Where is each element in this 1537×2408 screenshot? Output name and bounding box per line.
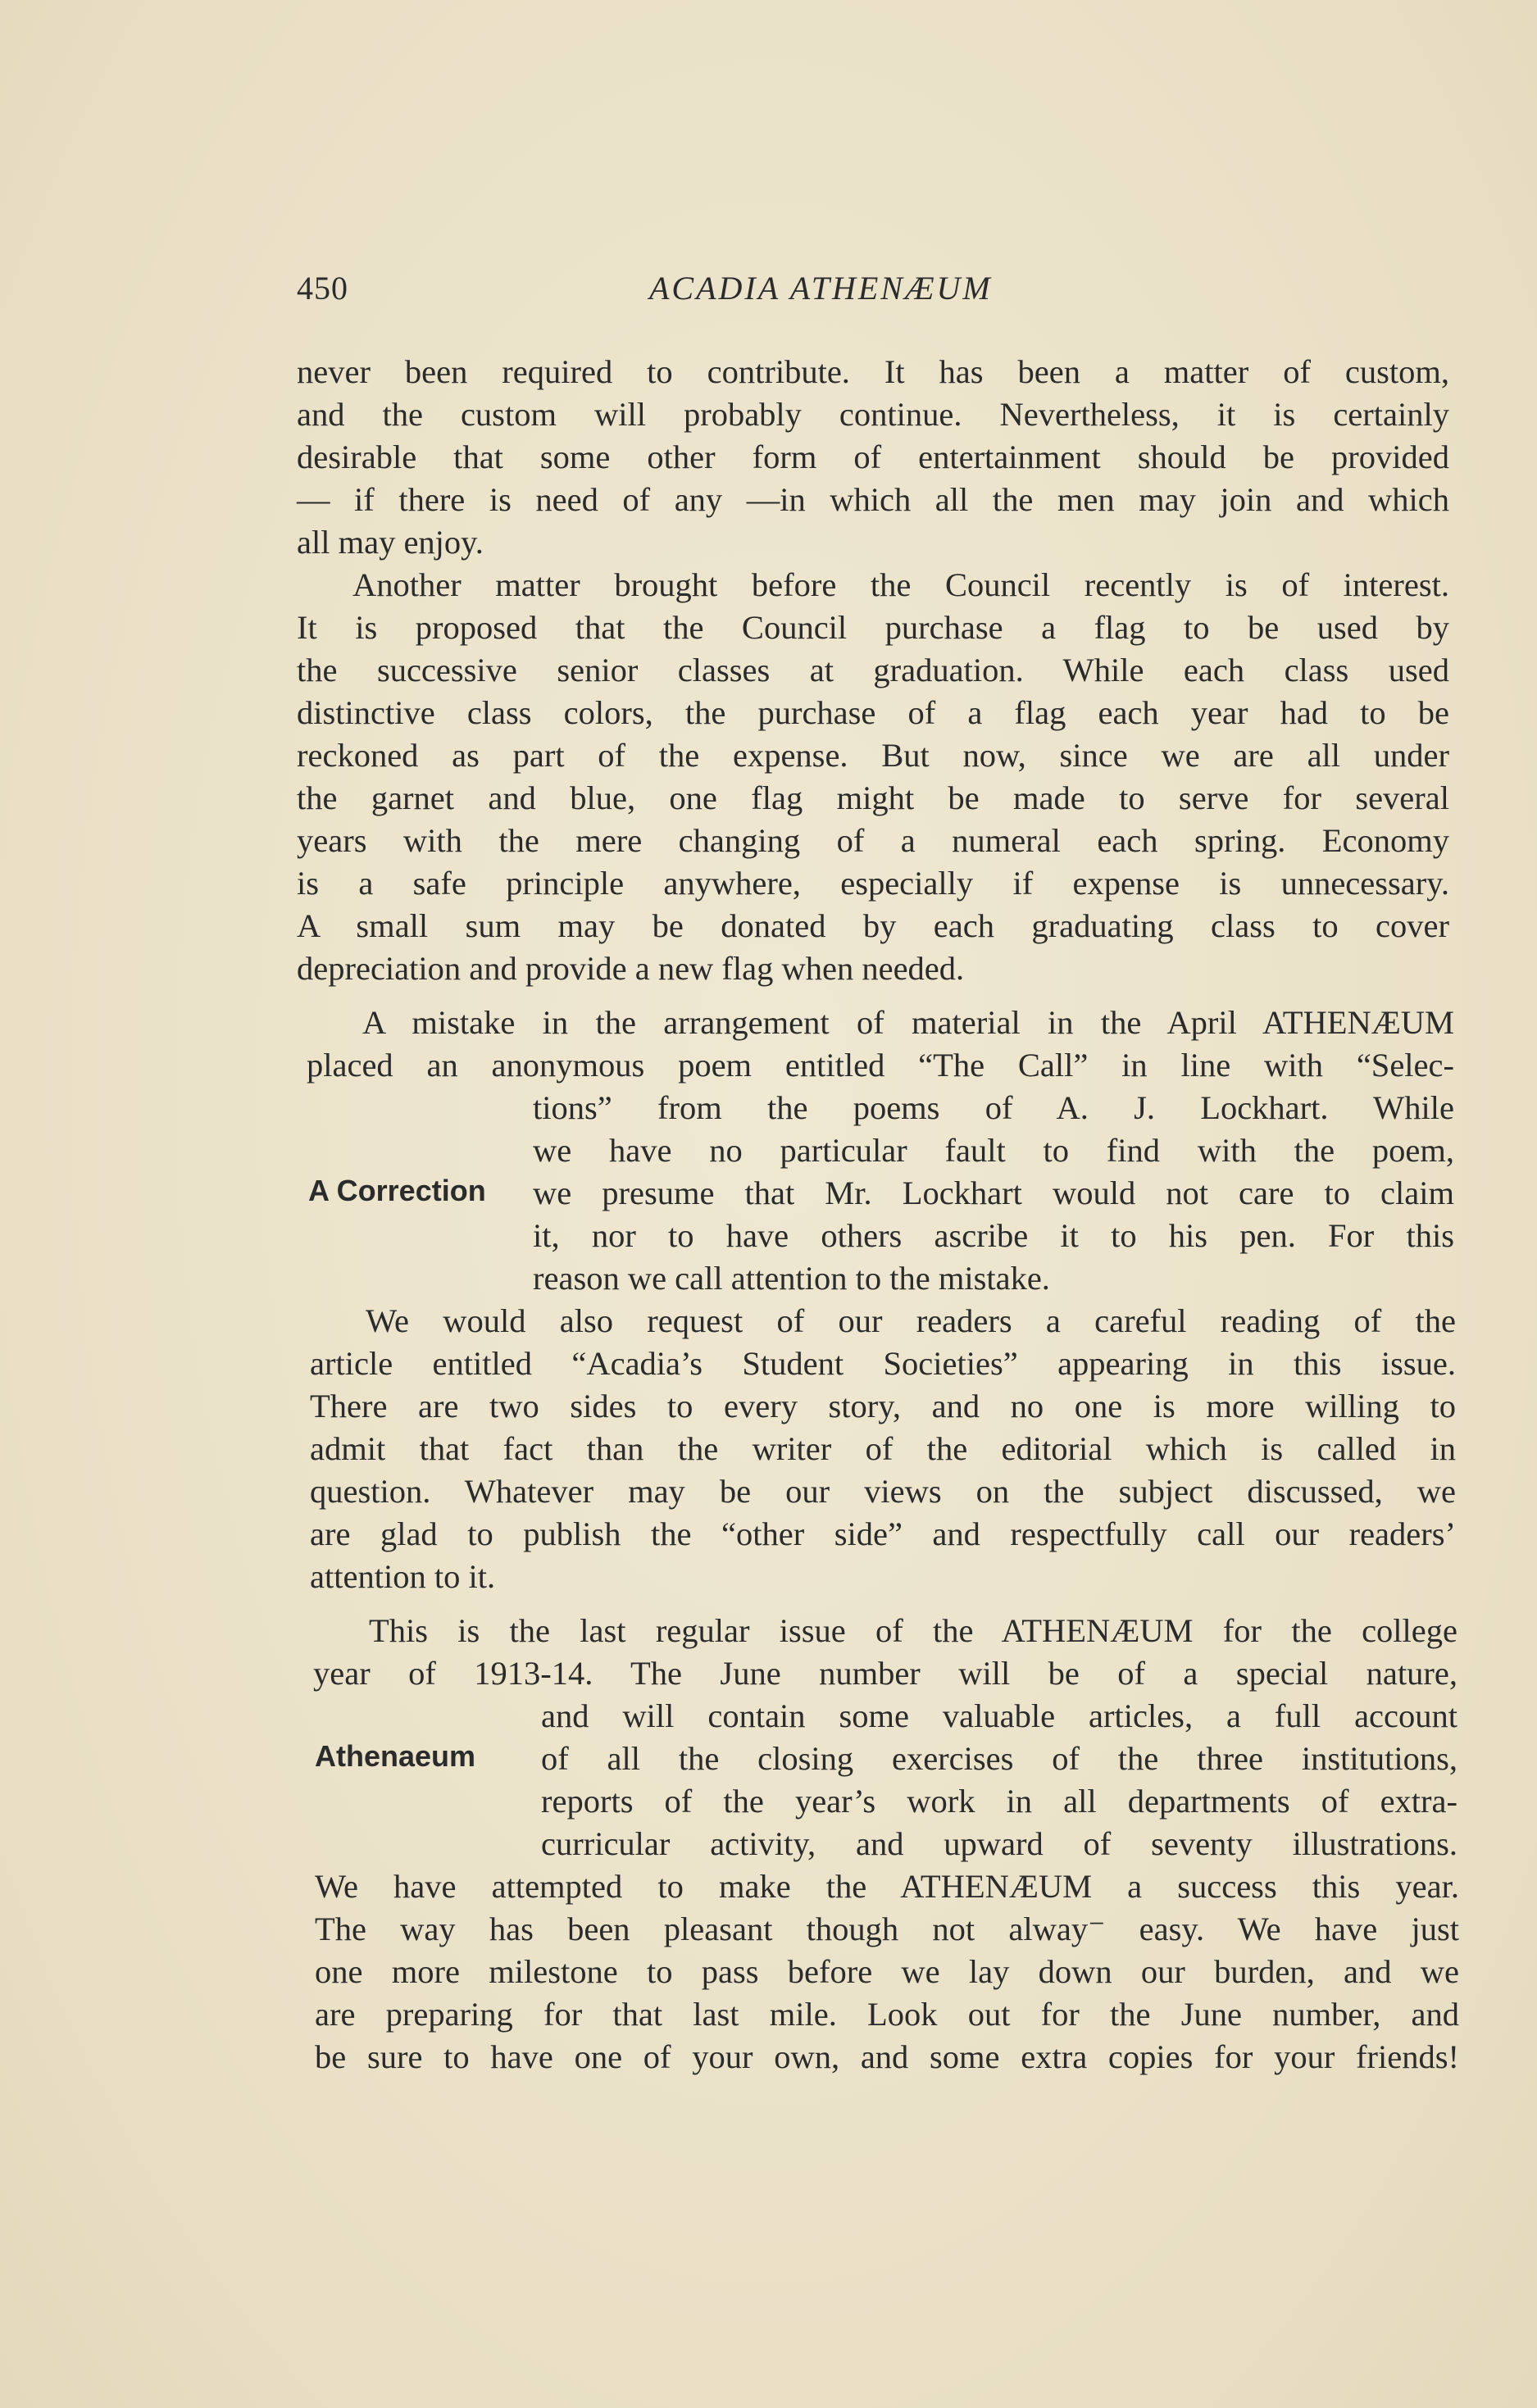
side-label-athenaeum: Athenaeum bbox=[315, 1739, 476, 1773]
text-line: distinctive class colors, the purchase of a flag each year had to be bbox=[297, 694, 1449, 731]
text-line: The way has been pleasant though not alway⁻ easy. We have just bbox=[315, 1910, 1459, 1947]
text-line: curricular activity, and upward of seventy illustrations. bbox=[541, 1825, 1457, 1862]
text-line: article entitled “Acadia’s Student Societies” appearing in this issue. bbox=[310, 1345, 1456, 1382]
text-line: the garnet and blue, one flag might be made to serve for several bbox=[297, 779, 1449, 816]
text-line: it, nor to have others ascribe it to his pen. For this bbox=[533, 1217, 1454, 1254]
text-line: A small sum may be donated by each graduating class to cover bbox=[297, 907, 1449, 944]
text-line: Another matter brought before the Council recently is of interest. bbox=[352, 566, 1449, 603]
text-line: question. Whatever may be our views on the subject discussed, we bbox=[310, 1473, 1456, 1510]
athenaeum-closing-paragraph bbox=[315, 1865, 1459, 2079]
text-line: is a safe principle anywhere, especially if expense is unnecessary. bbox=[297, 865, 1449, 902]
text-line: — if there is need of any —in which all the men may join and which bbox=[297, 481, 1449, 518]
text-line: It is proposed that the Council purchase a flag to be used by bbox=[297, 609, 1449, 646]
text-line: year of 1913-14. The June number will be of a special nature, bbox=[313, 1655, 1457, 1692]
text-line: admit that fact than the writer of the editorial which is called in bbox=[310, 1430, 1456, 1467]
page-header bbox=[297, 269, 1264, 310]
text-line: be sure to have one of your own, and some extra copies for your friends! bbox=[315, 2038, 1459, 2075]
editorial-block-flag bbox=[297, 351, 1449, 990]
text-line: one more milestone to pass before we lay down our burden, and we bbox=[315, 1953, 1459, 1990]
text-line: This is the last regular issue of the ATHENÆUM for the college bbox=[369, 1612, 1457, 1649]
text-line: of all the closing exercises of the three institutions, bbox=[541, 1740, 1457, 1777]
text-line: years with the mere changing of a numeral each spring. Economy bbox=[297, 822, 1449, 859]
editorial-block-societies bbox=[310, 1300, 1456, 1598]
athenaeum-narrow-column bbox=[541, 1695, 1457, 1865]
editorial-block-correction bbox=[307, 1002, 1454, 1087]
text-line: desirable that some other form of entertainment should be provided bbox=[297, 438, 1449, 475]
text-line: and the custom will probably continue. Nevertheless, it is certainly bbox=[297, 396, 1449, 433]
editorial-block-athenaeum bbox=[313, 1610, 1457, 1695]
page-number: 450 bbox=[297, 270, 348, 307]
text-line: all may enjoy. bbox=[297, 524, 484, 561]
correction-narrow-column bbox=[533, 1087, 1454, 1300]
text-line: are glad to publish the “other side” and respectfully call our readers’ bbox=[310, 1515, 1456, 1552]
text-line: never been required to contribute. It has been a matter of custom, bbox=[297, 353, 1449, 390]
text-line: attention to it. bbox=[310, 1558, 496, 1595]
text-line: depreciation and provide a new flag when needed. bbox=[297, 950, 965, 987]
text-line: A mistake in the arrangement of material in the April ATHENÆUM bbox=[362, 1004, 1454, 1041]
text-line: and will contain some valuable articles, a full account bbox=[541, 1697, 1457, 1734]
text-line: tions” from the poems of A. J. Lockhart. While bbox=[533, 1089, 1454, 1126]
text-line: There are two sides to every story, and no one is more willing to bbox=[310, 1388, 1456, 1424]
text-line: We would also request of our readers a careful reading of the bbox=[366, 1302, 1456, 1339]
text-line: reckoned as part of the expense. But now, since we are all under bbox=[297, 737, 1449, 774]
side-label-correction: A Correction bbox=[308, 1174, 486, 1207]
text-line: We have attempted to make the ATHENÆUM a success this year. bbox=[315, 1868, 1459, 1905]
text-line: we have no particular fault to find with the poem, bbox=[533, 1132, 1454, 1169]
text-line: the successive senior classes at graduation. While each class used bbox=[297, 652, 1449, 688]
text-line: reason we call attention to the mistake. bbox=[533, 1260, 1050, 1297]
text-line: placed an anonymous poem entitled “The Call” in line with “Selec- bbox=[307, 1047, 1454, 1084]
text-line: we presume that Mr. Lockhart would not care to claim bbox=[533, 1174, 1454, 1211]
running-title: ACADIA ATHENÆUM bbox=[649, 270, 993, 307]
text-line: are preparing for that last mile. Look out for the June number, and bbox=[315, 1996, 1459, 2033]
text-line: reports of the year’s work in all departments of extra- bbox=[541, 1783, 1457, 1820]
